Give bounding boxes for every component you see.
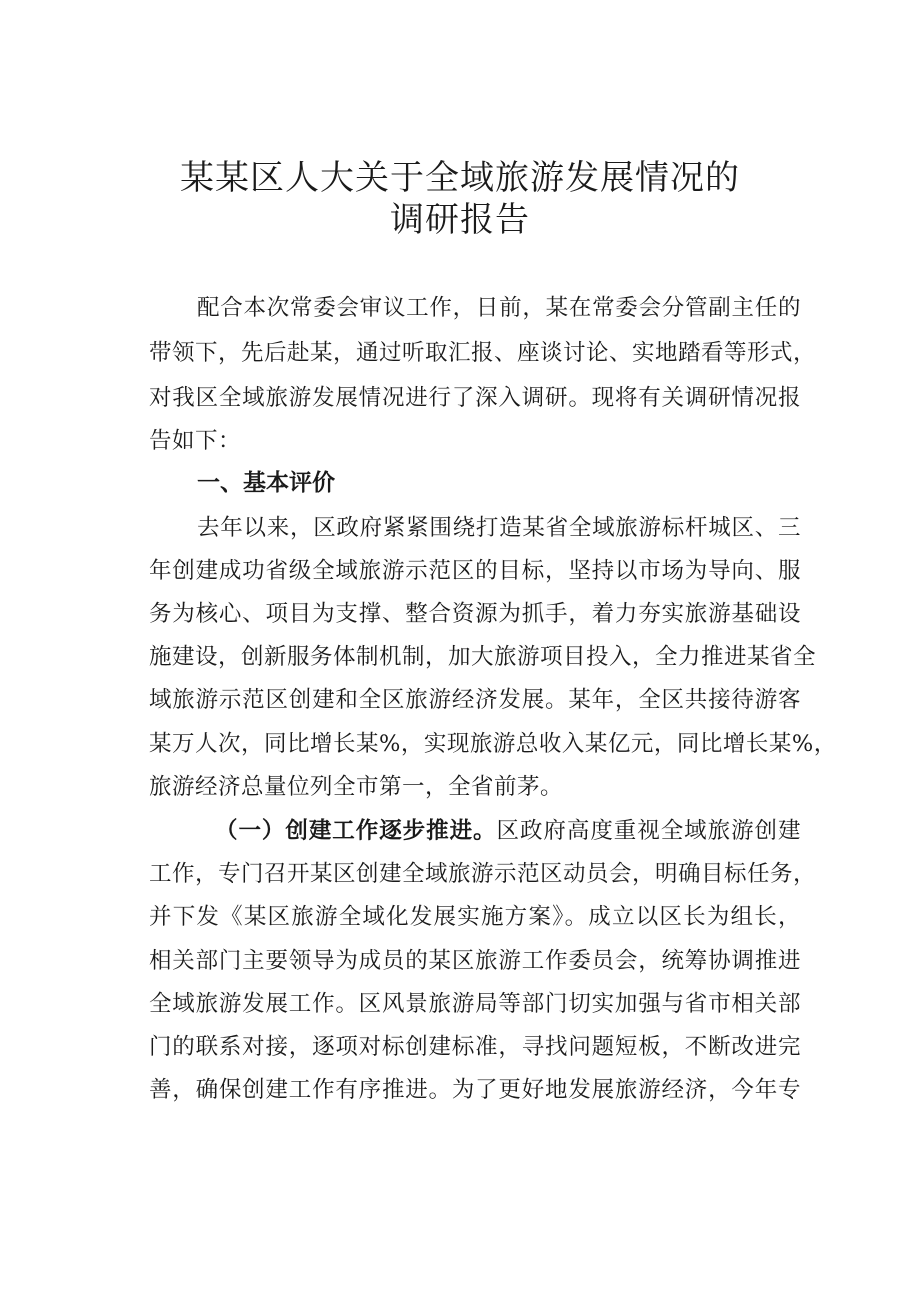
- document-title-line-2: 调研报告: [390, 200, 530, 240]
- paragraph-line: 旅游经济总量位列全市第一，全省前茅。: [149, 774, 564, 800]
- paragraph-line: 年创建成功省级全域旅游示范区的目标，坚持以市场为导向、服: [149, 558, 801, 584]
- paragraph-line: 并下发《某区旅游全域化发展实施方案》。成立以区长为组长，: [149, 904, 801, 930]
- paragraph-line: 全域旅游发展工作。区风景旅游局等部门切实加强与省市相关部: [149, 991, 801, 1017]
- paragraph-line: 善，确保创建工作有序推进。为了更好地发展旅游经济，今年专: [149, 1077, 801, 1103]
- paragraph-line: 施建设，创新服务体制机制，加大旅游项目投入，全力推进某省全: [149, 644, 817, 670]
- section-heading: 一、基本评价: [197, 470, 335, 496]
- subsection-label: （一）创建工作逐步推进。: [215, 818, 497, 844]
- intro-line: 带领下，先后赴某，通过听取汇报、座谈讨论、实地踏看等形式，: [149, 340, 817, 366]
- paragraph-line: 务为核心、项目为支撑、整合资源为抓手，着力夯实旅游基础设: [149, 601, 801, 627]
- paragraph-line: 门的联系对接，逐项对标创建标准，寻找问题短板，不断改进完: [149, 1034, 801, 1060]
- paragraph-line: 工作，专门召开某区创建全域旅游示范区动员会，明确目标任务，: [149, 861, 817, 887]
- paragraph-line: 某万人次，同比增长某%，实现旅游总收入某亿元，同比增长某%，: [149, 731, 837, 757]
- intro-line: 配合本次常委会审议工作，日前，某在常委会分管副主任的: [197, 295, 801, 321]
- subsection-first-line: [215, 816, 801, 846]
- intro-line: 告如下：: [149, 428, 242, 454]
- subsection-first-text: 区政府高度重视全域旅游创建: [496, 818, 801, 844]
- intro-line: 对我区全域旅游发展情况进行了深入调研。现将有关调研情况报: [149, 385, 801, 411]
- paragraph-line: 去年以来，区政府紧紧围绕打造某省全域旅游标杆城区、三: [197, 515, 801, 541]
- document-title-line-1: 某某区人大关于全域旅游发展情况的: [180, 158, 740, 198]
- paragraph-line: 相关部门主要领导为成员的某区旅游工作委员会，统筹协调推进: [149, 948, 801, 974]
- paragraph-line: 域旅游示范区创建和全区旅游经济发展。某年，全区共接待游客: [149, 687, 801, 713]
